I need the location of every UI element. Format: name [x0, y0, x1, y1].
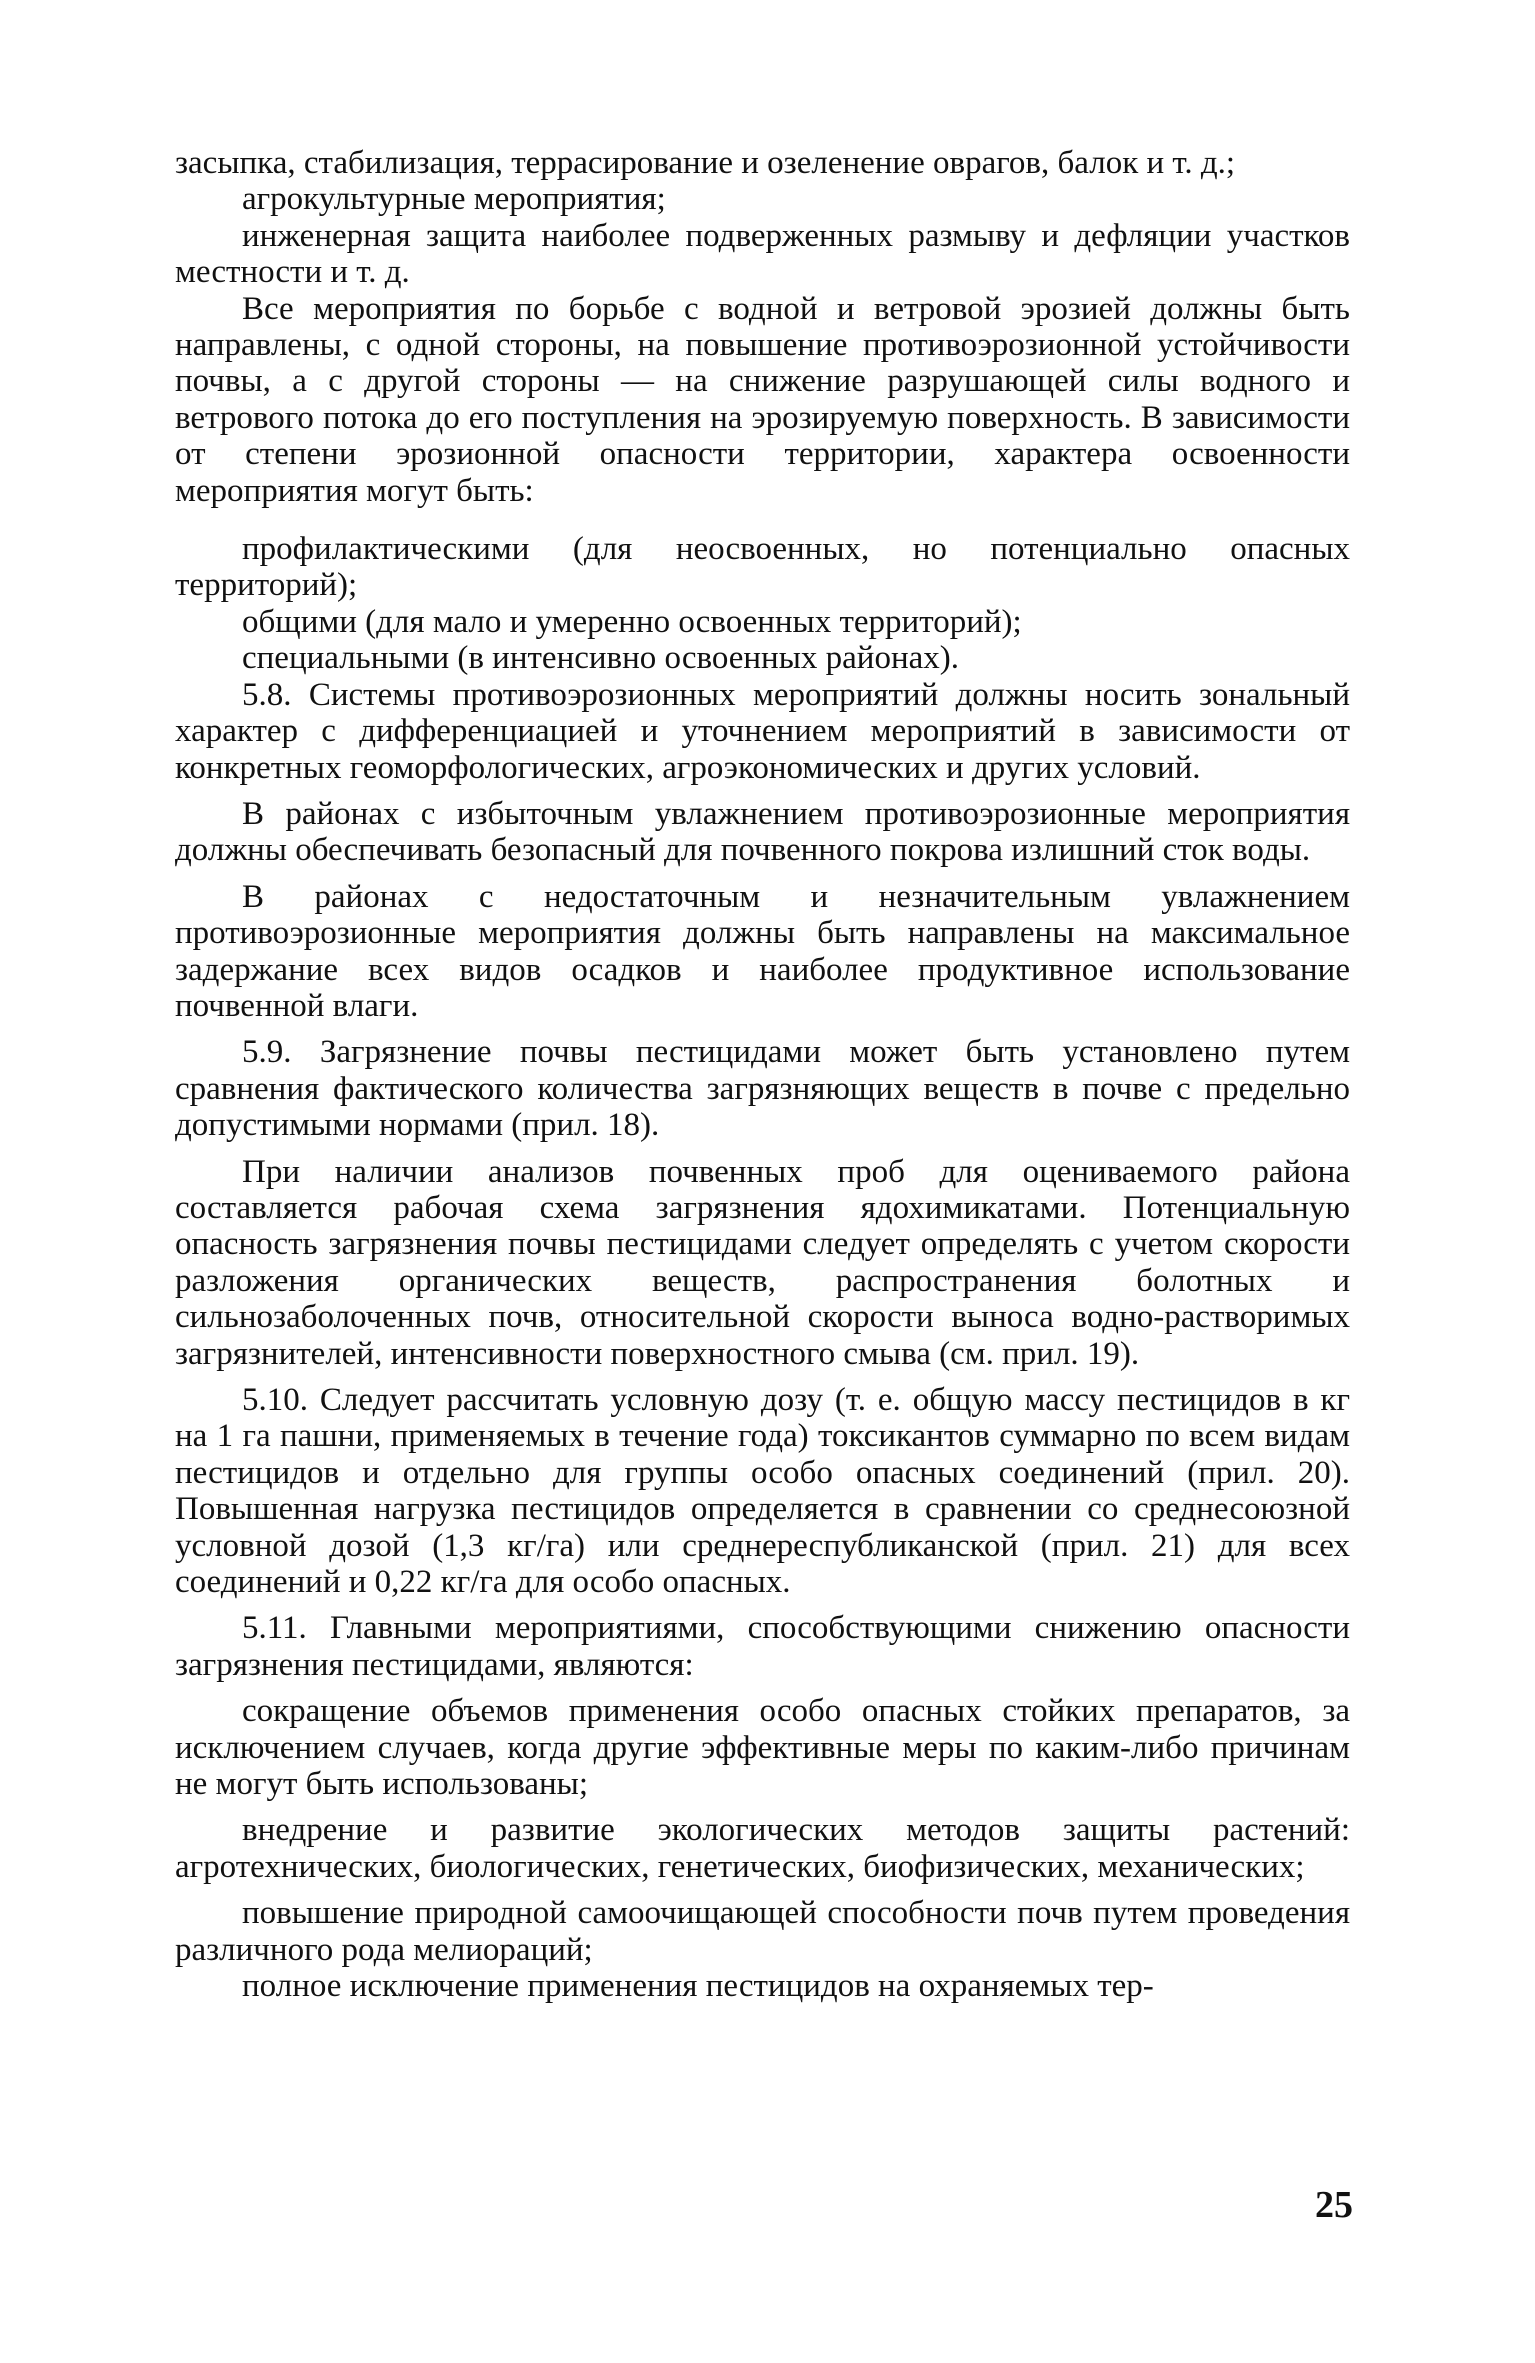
section-5-11: 5.11. Главными мероприятиями, способствующими снижению опасности загрязнения пестицидами, являются:	[175, 1610, 1350, 1683]
page-number: 25	[1315, 2184, 1353, 2226]
list-item: полное исключение применения пестицидов на охраняемых тер-	[242, 1968, 1154, 2005]
list-item: внедрение и развитие экологических методов защиты растений: агротехнических, биологических, генетических, биофизических, механических;	[175, 1812, 1350, 1885]
paragraph: Все мероприятия по борьбе с водной и ветровой эрозией должны быть направлены, с одной стороны, на повышение противоэрозионной устойчивости почвы, а с другой стороны — на снижение разрушающей силы водного и ветрового потока до его поступления на эрозируемую поверхность. В зависимости от степени эрозионной опасности территории, характера освоенности мероприятия могут быть:	[175, 290, 1350, 509]
paragraph: При наличии анализов почвенных проб для оцениваемого района составляется рабочая схема загрязнения ядохимикатами. Потенциальную опасность загрязнения почвы пестицидами следует определять с учетом скорости разложения органических веществ, распространения болотных и сильнозаболоченных почв, относительной скорости выноса водно-растворимых загрязнителей, интенсивности поверхностного смыва (см. прил. 19).	[175, 1153, 1350, 1372]
body-text	[175, 145, 1350, 2005]
section-5-10: 5.10. Следует рассчитать условную дозу (т. е. общую массу пестицидов в кг на 1 га пашни, применяемых в течение года) токсикантов суммарно по всем видам пестицидов и отдельно для группы особо опасных соединений (прил. 20). Повышенная нагрузка пестицидов определяется в сравнении со среднесоюзной условной дозой (1,3 кг/га) или среднереспубликанской (прил. 21) для всех соединений и 0,22 кг/га для особо опасных.	[175, 1382, 1350, 1601]
paragraph: инженерная защита наиболее подверженных размыву и дефляции участков местности и т. д.	[175, 217, 1350, 291]
section-5-8: 5.8. Системы противоэрозионных мероприятий должны носить зональный характер с дифференциацией и уточнением мероприятий в зависимости от конкретных геоморфологических, агроэкономических и других условий.	[175, 676, 1350, 786]
paragraph: общими (для мало и умеренно освоенных территорий);	[242, 603, 1022, 640]
list-item: сокращение объемов применения особо опасных стойких препаратов, за исключением случаев, когда другие эффективные меры по каким-либо причинам не могут быть использованы;	[175, 1693, 1350, 1803]
list-item: повышение природной самоочищающей способности почв путем проведения различного рода мелиораций;	[175, 1895, 1350, 1968]
paragraph: засыпка, стабилизация, террасирование и озеленение оврагов, балок и т. д.;	[175, 145, 1236, 181]
paragraph: агрокультурные мероприятия;	[242, 181, 666, 218]
paragraph: профилактическими (для неосвоенных, но потенциально опасных территорий);	[175, 531, 1350, 604]
section-5-9: 5.9. Загрязнение почвы пестицидами может быть установлено путем сравнения фактического количества загрязняющих веществ в почве с предельно допустимыми нормами (прил. 18).	[175, 1034, 1350, 1144]
paragraph: В районах с избыточным увлажнением противоэрозионные мероприятия должны обеспечивать безопасный для почвенного покрова излишний сток воды.	[175, 795, 1350, 869]
paragraph: специальными (в интенсивно освоенных районах).	[242, 640, 959, 677]
paragraph: В районах с недостаточным и незначительным увлажнением противоэрозионные мероприятия должны быть направлены на максимальное задержание всех видов осадков и наиболее продуктивное использование почвенной влаги.	[175, 878, 1350, 1024]
